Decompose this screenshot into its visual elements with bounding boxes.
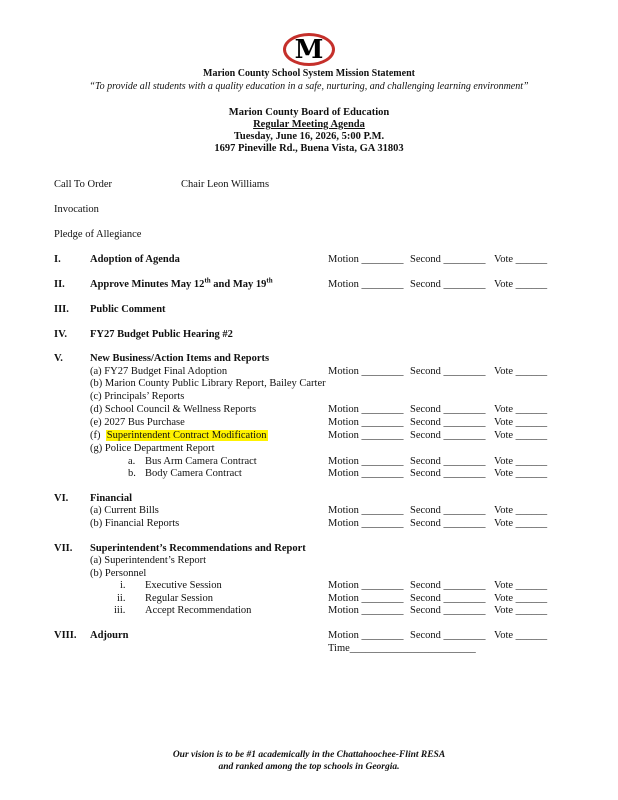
- vote-blank: Vote ______: [494, 417, 548, 428]
- section-num: II.: [54, 279, 65, 290]
- second-blank: Second ________: [410, 417, 486, 428]
- section-num: VI.: [54, 493, 69, 504]
- motion-blank: Motion ________: [328, 404, 404, 415]
- sub-marker: i.: [120, 580, 126, 591]
- vote-blank: Vote ______: [494, 630, 548, 641]
- section-title: Financial: [90, 493, 133, 504]
- agenda-item: (a) Current Bills: [90, 505, 159, 516]
- agenda-item: (g) Police Department Report: [90, 443, 215, 454]
- meeting-date: Tuesday, June 16, 2026, 5:00 P.M.: [233, 131, 385, 142]
- motion-blank: Motion ________: [328, 468, 404, 479]
- motion-blank: Motion ________: [328, 505, 404, 516]
- section-title: Adjourn: [90, 630, 129, 641]
- vote-blank: Vote ______: [494, 518, 548, 529]
- call-to-order: Call To Order: [54, 179, 112, 190]
- motion-blank: Motion ________: [328, 518, 404, 529]
- motion-blank: Motion ________: [328, 417, 404, 428]
- vote-blank: Vote ______: [494, 404, 548, 415]
- invocation: Invocation: [54, 204, 99, 215]
- vote-blank: Vote ______: [494, 605, 548, 616]
- vote-blank: Vote ______: [494, 456, 548, 467]
- agenda-item: (b) Personnel: [90, 568, 147, 579]
- section-num: VIII.: [54, 630, 77, 641]
- second-blank: Second ________: [410, 404, 486, 415]
- second-blank: Second ________: [410, 254, 486, 265]
- second-blank: Second ________: [410, 366, 486, 377]
- agenda-item: (e) 2027 Bus Purchase: [90, 417, 185, 428]
- board-name: Marion County Board of Education: [228, 107, 390, 118]
- motion-blank: Motion ________: [328, 580, 404, 591]
- second-blank: Second ________: [410, 580, 486, 591]
- mission-text: “To provide all students with a quality education in a safe, nurturing, and challenging learning environment”: [89, 81, 529, 92]
- section-num: V.: [54, 353, 63, 364]
- section-num: I.: [54, 254, 61, 265]
- agenda-title: Regular Meeting Agenda: [253, 119, 365, 130]
- sub-item: Executive Session: [145, 580, 222, 591]
- motion-blank: Motion ________: [328, 630, 404, 641]
- agenda-item: (b) Financial Reports: [90, 518, 180, 529]
- agenda-item: (a) FY27 Budget Final Adoption: [90, 366, 228, 377]
- section-num: VII.: [54, 543, 73, 554]
- vote-blank: Vote ______: [494, 505, 548, 516]
- second-blank: Second ________: [410, 430, 486, 441]
- second-blank: Second ________: [410, 605, 486, 616]
- agenda-item: (a) Superintendent’s Report: [90, 555, 207, 566]
- second-blank: Second ________: [410, 593, 486, 604]
- vision-line-1: Our vision is to be #1 academically in the Chattahoochee-Flint RESA: [172, 750, 446, 760]
- second-blank: Second ________: [410, 518, 486, 529]
- section-title: FY27 Budget Public Hearing #2: [90, 329, 233, 340]
- motion-blank: Motion ________: [328, 430, 404, 441]
- agenda-item: (f) Superintendent Contract Modification: [90, 430, 267, 441]
- motion-blank: Motion ________: [328, 456, 404, 467]
- school-logo: [283, 33, 335, 66]
- vote-blank: Vote ______: [494, 254, 548, 265]
- vote-blank: Vote ______: [494, 593, 548, 604]
- sub-marker: b.: [128, 468, 136, 479]
- section-title: Adoption of Agenda: [90, 254, 180, 265]
- sub-marker: iii.: [114, 605, 126, 616]
- sub-item: Accept Recommendation: [145, 605, 252, 616]
- vote-blank: Vote ______: [494, 468, 548, 479]
- motion-blank: Motion ________: [328, 366, 404, 377]
- agenda-item: (c) Principals’ Reports: [90, 391, 185, 402]
- vote-blank: Vote ______: [494, 430, 548, 441]
- vote-blank: Vote ______: [494, 366, 548, 377]
- vote-blank: Vote ______: [494, 580, 548, 591]
- section-title: New Business/Action Items and Reports: [90, 353, 270, 364]
- section-title: Approve Minutes May 12th and May 19th: [90, 276, 273, 290]
- agenda-item: (d) School Council & Wellness Reports: [90, 404, 257, 415]
- section-title: Public Comment: [90, 304, 166, 315]
- motion-blank: Motion ________: [328, 254, 404, 265]
- sub-item: Body Camera Contract: [145, 468, 242, 479]
- sub-marker: a.: [128, 456, 136, 467]
- second-blank: Second ________: [410, 505, 486, 516]
- vote-blank: Vote ______: [494, 279, 548, 290]
- time-blank: Time________________________: [328, 643, 476, 654]
- pledge: Pledge of Allegiance: [54, 229, 142, 240]
- sub-marker: ii.: [117, 593, 126, 604]
- highlighted-item: Superintendent Contract Modification: [106, 430, 267, 441]
- second-blank: Second ________: [410, 630, 486, 641]
- second-blank: Second ________: [410, 468, 486, 479]
- vision-line-2: and ranked among the top schools in Georgia.: [218, 762, 400, 772]
- section-num: III.: [54, 304, 69, 315]
- second-blank: Second ________: [410, 456, 486, 467]
- motion-blank: Motion ________: [328, 593, 404, 604]
- logo-letter: M: [294, 35, 324, 65]
- motion-blank: Motion ________: [328, 605, 404, 616]
- sub-item: Regular Session: [145, 593, 213, 604]
- chair-name: Chair Leon Williams: [181, 179, 270, 190]
- sub-item: Bus Arm Camera Contract: [145, 456, 257, 467]
- section-title: Superintendent’s Recommendations and Report: [90, 543, 306, 554]
- agenda-item: (b) Marion County Public Library Report, Bailey Carter: [90, 378, 326, 389]
- second-blank: Second ________: [410, 279, 486, 290]
- motion-blank: Motion ________: [328, 279, 404, 290]
- mission-title: Marion County School System Mission Statement: [203, 68, 415, 79]
- section-num: IV.: [54, 329, 67, 340]
- meeting-address: 1697 Pineville Rd., Buena Vista, GA 31803: [214, 143, 404, 154]
